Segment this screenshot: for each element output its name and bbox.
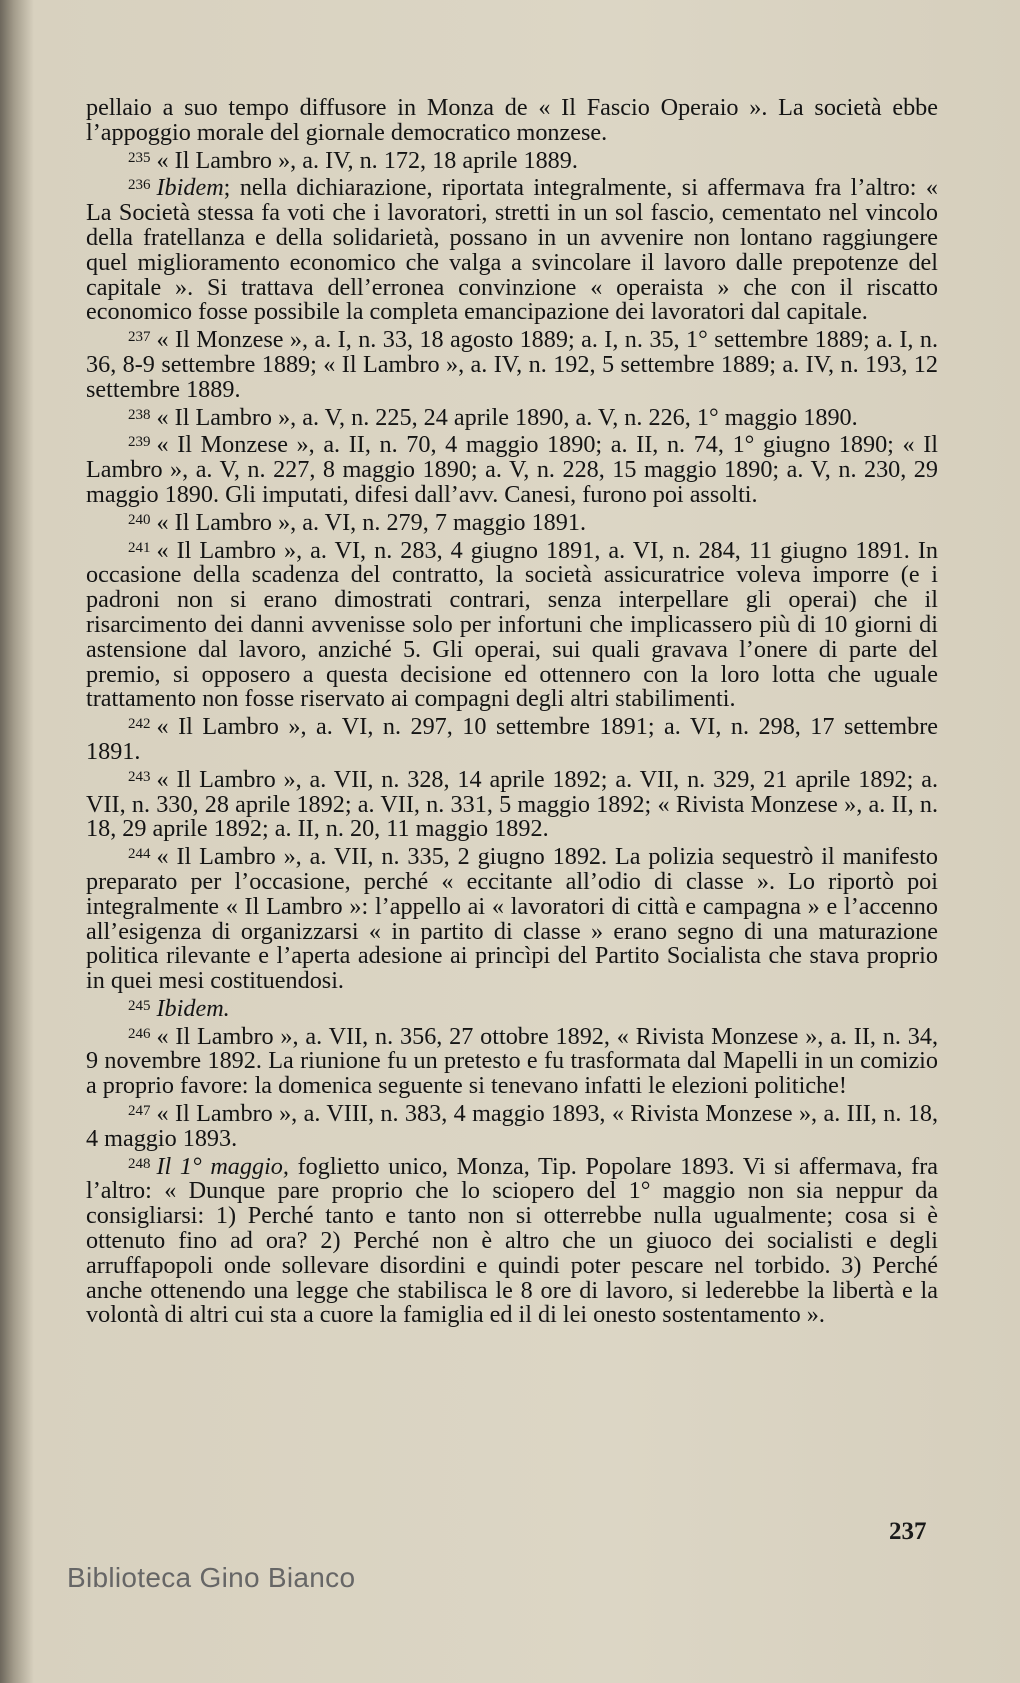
footnote-248 [86, 1152, 938, 1329]
footnote-text: « Il Lambro », a. VI, n. 279, 7 maggio 1891. [156, 508, 586, 536]
library-watermark: Biblioteca Gino Bianco [67, 1562, 356, 1593]
footnote-number: 238 [128, 406, 151, 423]
footnote-text: « Il Lambro », a. VII, n. 335, 2 giugno 1892. La polizia sequestrò il manifesto preparato per l’occasione, perché « eccitante all’odio di classe ». Lo riportò poi integralmente « Il Lambro »: l’appello ai « lavoratori di città e campagna » e l’accenno all’esigenza di organizzarsi « in partito di classe » erano segno di una maturazione politica rilevante e l’aperta adesione ai princìpi del Partito Socialista che stava proprio in quei mesi costituendosi. [86, 843, 938, 995]
footnote-text: « Il Lambro », a. VII, n. 356, 27 ottobre 1892, « Rivista Monzese », a. II, n. 34, 9 novembre 1892. La riunione fu un pretesto e fu trasformata dal Mapelli in un comizio a proprio favore: la domenica seguente si tenevano infatti le elezioni politiche! [86, 1022, 938, 1100]
footnote-246 [86, 1022, 938, 1099]
footnote-241 [86, 536, 938, 713]
footnote-number: 241 [128, 539, 151, 556]
footnote-text: ; nella dichiarazione, riportata integralmente, si affermava fra l’altro: « La Società stessa fa voti che i lavoratori, stretti in un sol fascio, cementato nel vincolo della fratellanza e della solidarietà, possano in un avvenire non lontano raggiungere quel miglioramento economico che valga a svincolare il lavoro dalle prepotenze del capitale ». Si trattava dell’erronea convinzione « operaista » che con il riscatto economico fosse possibile la completa emancipazione dei lavoratori dal capitale. [86, 174, 938, 326]
footnote-number: 237 [128, 329, 151, 346]
footnote-235 [86, 146, 938, 174]
footnote-247 [86, 1099, 938, 1152]
footnote-text: « Il Lambro », a. VII, n. 328, 14 aprile 1892; a. VII, n. 329, 21 aprile 1892; a. VII, n. 330, 28 aprile 1892; a. VII, n. 331, 5 maggio 1892; « Rivista Monzese », a. II, n. 18, 29 aprile 1892; a. II, n. 20, 11 maggio 1892. [86, 765, 938, 843]
footnote-text: « Il Monzese », a. II, n. 70, 4 maggio 1890; a. II, n. 74, 1° giugno 1890; « Il Lambro », a. V, n. 227, 8 maggio 1890; a. V, n. 228, 15 maggio 1890; a. V, n. 230, 29 maggio 1890. Gli imputati, difesi dall’avv. Canesi, furono poi assolti. [86, 431, 938, 508]
page-number: 237 [889, 1518, 927, 1545]
footnote-237 [86, 325, 938, 402]
footnote-number: 248 [128, 1155, 151, 1172]
footnote-number: 245 [128, 997, 151, 1014]
footnote-number: 240 [128, 511, 151, 528]
footnote-text: pellaio a suo tempo diffusore in Monza de « Il Fascio Operaio ». La società ebbe l’appoggio morale del giornale democratico monzese. [86, 94, 938, 146]
footnote-number: 239 [128, 434, 151, 451]
footnote-number: 242 [128, 716, 151, 733]
footnote-text: « Il Lambro », a. V, n. 225, 24 aprile 1890, a. V, n. 226, 1° maggio 1890. [156, 403, 858, 431]
footnote-number: 243 [128, 768, 151, 785]
footnote-continuation [86, 96, 938, 146]
footnote-italic-lead: Il 1° maggio, [156, 1152, 289, 1180]
footnote-text: « Il Lambro », a. VI, n. 283, 4 giugno 1891, a. VI, n. 284, 11 giugno 1891. In occasione della scadenza del contratto, la società assicuratrice voleva imporre (e i padroni non si erano dimostrati contrari, senza interpellare gli operai) che il risarcimento dei danni avvenisse solo per infortuni che implicassero più di 10 giorni di astensione dal lavoro, anziché 5. Gli operai, sui quali gravava l’onere di parte del premio, si opposero a questa decisione ed ottennero con la loro lotta che uguale trattamento non fosse riservato ai compagni degli altri stabilimenti. [86, 536, 938, 713]
footnote-239 [86, 430, 938, 507]
footnote-242 [86, 712, 938, 765]
footnote-text: « Il Lambro », a. IV, n. 172, 18 aprile 1889. [156, 146, 578, 174]
footnote-number: 244 [128, 846, 151, 863]
footnote-text: foglietto unico, Monza, Tip. Popolare 1893. Vi si affermava, fra l’altro: « Dunque pare proprio che lo sciopero del 1° maggio non sia neppur da consigliarsi: 1) Perché tanto e tanto non si otterrebbe nulla ugualmente; cosa si è ottenuto fino ad ora? 2) Perché non è altro che un giuoco dei socialisti e degli arruffapopoli onde sollevare disordini e quindi poter pescare nel torbido. 3) Perché anche ottenendo una legge che stabilisca le 8 ore di lavoro, si lederebbe la libertà e la volontà di altri cui sta a cuore la famiglia ed il di lei onesto sostentamento ». [86, 1152, 939, 1329]
footnote-text: « Il Monzese », a. I, n. 33, 18 agosto 1889; a. I, n. 35, 1° settembre 1889; a. I, n. 36, 8-9 settembre 1889; « Il Lambro », a. IV, n. 192, 5 settembre 1889; a. IV, n. 193, 12 settembre 1889. [86, 326, 938, 403]
footnote-243 [86, 765, 938, 842]
footnote-245 [86, 994, 938, 1022]
footnote-number: 235 [128, 149, 151, 166]
footnote-number: 246 [128, 1025, 151, 1042]
footnote-number: 236 [128, 177, 151, 194]
footnote-236 [86, 173, 938, 325]
footnote-number: 247 [128, 1103, 151, 1120]
footnote-238 [86, 403, 938, 431]
footnote-text: « Il Lambro », a. VI, n. 297, 10 settembre 1891; a. VI, n. 298, 17 settembre 1891. [86, 713, 938, 765]
footnote-italic-lead: Ibidem. [156, 994, 230, 1022]
footnote-text: « Il Lambro », a. VIII, n. 383, 4 maggio 1893, « Rivista Monzese », a. III, n. 18, 4 maggio 1893. [86, 1100, 938, 1152]
footnotes-block [86, 96, 938, 1328]
footnote-italic-lead: Ibidem [156, 174, 224, 202]
footnote-244 [86, 842, 938, 994]
footnote-240 [86, 508, 938, 536]
